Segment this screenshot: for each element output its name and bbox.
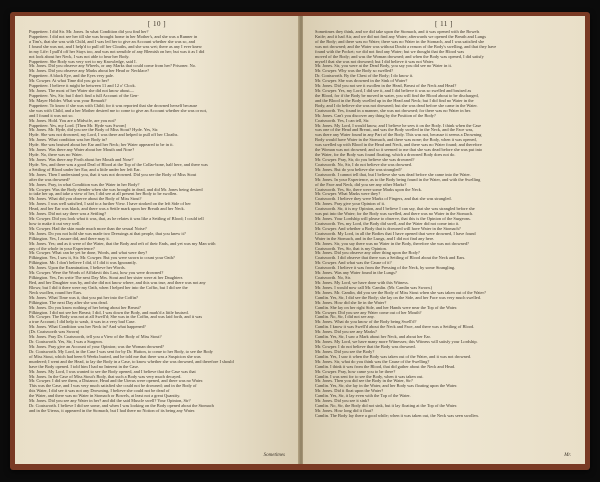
text-line: Mr. Jones. Did you observe any Wheels, or any Marks that could come from her? Prisoner. No. — [29, 64, 197, 69]
text-line: Mr. Jones. How long did it float? — [315, 408, 374, 413]
text-line: Mr. Jones. Was there any Water about her Mouth and Nose? — [29, 148, 135, 153]
text-line: Mr. Jones. Was there any Froth about her Mouth and Nose? — [29, 157, 134, 162]
text-line: Mr. Jones. Did you observe any other thing upon the Body? — [315, 251, 420, 256]
text-line: was swelled up with Blood in the Head and Neck, and there was no Water found; and therefore — [315, 143, 482, 148]
text-line: how to make it out very well. — [29, 221, 81, 226]
text-line: Pilkington. The next Day after she was dead. — [29, 300, 108, 305]
text-line: Mr. Jones. Do you not hold she was made two Dressings at that people, that you knew it? — [29, 231, 186, 236]
text-line: Mr. Jones. How did she lie in the Water? — [315, 300, 387, 305]
text-line: Coatsworth. Yes, my Lord, the Body did swell, and the Water did not come into it. — [315, 221, 460, 226]
text-line: and I found it was not so. — [29, 113, 74, 118]
text-line: of the Body; and there was no Water; there was no Water in the Stomach, and I was satisfied she — [315, 39, 485, 44]
text-line: of Miss Stout, which had been 6 Weeks buried, and he told me that there was a Suspicion she was — [29, 354, 201, 359]
text-line: Mr. Jones. Pray Dr. Coatsworth, tell you a View of the Body of Miss Stout? — [29, 335, 162, 340]
text-line: Sometimes they think, and we did take upon the Stomach, and it was opened with the Bowels — [315, 30, 480, 34]
text-line: Mr. Jones. Did you see any Marks? — [315, 330, 377, 335]
text-line: Pilkington. Yes, I assure did, and there may it. — [29, 236, 110, 241]
text-line: Mr. Jones. Mr. Camlin, did you see the Body of Miss Stout when she was taken out of the Water? — [315, 290, 486, 295]
text-line: Coatsworth. I cannot tell that, but I believe she was dead before she came into the Water. — [315, 172, 471, 177]
text-line: Coatsworth. Yes, found in a manner, she was not drowned; for there was no Water in her. — [315, 108, 472, 113]
text-line: Mr. Jones. What do you know of the Body being Swell'd? — [315, 320, 417, 325]
text-line: Mr. Cowper. Pray, Sir, do you believe she was drowned? — [315, 157, 415, 162]
text-line: Camlin. The Body lay there a good while; when it was taken out, the Neck was seen swollen. — [315, 413, 479, 418]
text-line: Hyde. No, there was no Water. — [29, 153, 83, 158]
text-line: Coatsworth. Yes, Sir, that is my Opinion. — [315, 246, 387, 251]
text-line: any of the whole in your Experience? — [29, 246, 95, 251]
right-catchword: Mr. — [564, 453, 571, 458]
text-line: Puppetteer. She Body was very wet to my Knowledge, said I. — [29, 59, 137, 64]
text-line: Dr. Coatsworth. Yes, Sir, I was a Surgeon. — [29, 340, 103, 345]
text-line: Puppetteer. To know if she was with Child; for it was reported that she drowned herself because — [29, 103, 198, 108]
text-line: Mr. Jones. Mr. Hyde, did you see the Body of Miss Stout? Hyde. Yes, Sir. — [29, 128, 159, 133]
text-line: Coatsworth. I did observe that there was a Settling of Blood about the Neck and Ears. — [315, 256, 466, 261]
text-line: Hyde. She was not drowned, my Lord, I was there and helped to pull off her Cloaths. — [29, 133, 179, 138]
text-line: This was the Case, and I was very much satisfied she could not be drowned; and in the Body of — [29, 384, 197, 389]
text-line: (Dr. Coatsworth was Sworn) — [29, 330, 80, 335]
text-line: Mr. Jones. What Time was it, that you put her into the Coffin? — [29, 295, 138, 300]
text-line: Pilkington. Yes, I'm write The next Day Mrs. Stout and her sister were at her Daughters — [29, 276, 183, 281]
text-line: the Blood, for if the Body be moved in water, you will find the Blood about to be discharged, — [315, 93, 479, 98]
text-line: Mr. Mayer Holder. What was your Remark? — [29, 98, 107, 103]
text-line: myself that she was not drowned; but I did believe it was not Water. — [315, 59, 435, 64]
text-line: Mr. Cowper. At what Time did you go to her? — [29, 79, 110, 84]
text-line: Coatsworth. Sir, it is my Opinion, and I believe I can say, that she was strangled before she — [315, 207, 475, 212]
text-line: Camlin. She lay on her right Side, and her Hands were near the Top of the Water. — [315, 305, 458, 310]
text-line: Mr. Cowper. Yes, my Lord, I did see it, and I did believe it was so swelled and bruised as — [315, 89, 472, 94]
text-line: Coatsworth. Yes, I can tell, Sir. — [315, 118, 370, 123]
text-line: Mr. Jones. Upon the Examination, I believe her Words. — [29, 266, 126, 271]
text-line: Mr. Jones. Can't you discover any thing by the Position of the Body? — [315, 113, 436, 118]
text-line: she was with Child, and a her Mother desired me to come to give an Account whether she was or not, — [29, 108, 208, 113]
text-line: Mr. Cowper. She was drowned in the Sink of Water? — [315, 79, 408, 84]
text-line: Puppetteer. A black Eye, and the Eyes very pale. — [29, 74, 114, 79]
text-line: in my Life: I pull'd off her Stays too, and was not sensible of any Blemish on her; but was it as I did — [29, 49, 205, 54]
text-line: moved of the Body; and was the Woman drowned; and when the Body was opened, I did satisfy — [315, 54, 484, 59]
text-line: Mr. Jones. Did you not see it swollen in the Head, Breast of the Neck and Head? — [315, 84, 457, 89]
text-line: Mr. Cowper. And whether a Body that is drowned will have Water in the Stomach? — [315, 226, 461, 231]
left-page-number: [ 10 ] — [147, 20, 167, 28]
text-line: Mr. Jones. My Lord, I would know, and I believe he sees it on the Body. I think when the Case — [315, 123, 482, 128]
text-line: Mr. Jones. Do you know nothing of her being about her Breast? — [29, 305, 141, 310]
text-line: Mr. Cowper. The Body was not at all Swell'd; She was in the Coffin, and was laid forth, and it was — [29, 315, 203, 320]
text-line: Neck swollen, round her Ears. — [29, 290, 83, 295]
text-line: Mr. Cowper. Why was the Body so swelled? — [315, 69, 394, 74]
text-line: Body, and I do believe she was not drowned; but she was dead before she came in the Water. — [315, 103, 478, 108]
text-line: Mr. Jones. Did you see it sink? — [315, 399, 370, 404]
text-line: Camlin. Yes, Sir, she lay in the Water, and her Body was floating upon the Water. — [315, 384, 458, 389]
text-line: Mr. Jones. Was any Water found in the Lungs? — [315, 271, 397, 276]
text-line: Mr. Jones. Then you did see the Body in the Water, Sir? — [315, 379, 413, 384]
text-line: Mr. Jones. Did you see the Body? — [315, 349, 375, 354]
text-line: Camlin. No, Sir, the Body did not sink, but it lay floating at the Top of the Water. — [315, 404, 458, 409]
text-line: Blows; but I did it there were my Oath, when I helped her into the Coffin, but I did see the — [29, 285, 188, 290]
text-line: and the Blood in the Body swelled up in the Head and Neck; but I did find no Water in the — [315, 98, 474, 103]
text-line: of the Face and Neck, did you see any other Marks? — [315, 182, 407, 187]
text-line: Head, and her Ear was black, and there was a Settle mark upon her Breath and her Neck. — [29, 207, 185, 212]
text-line: a Settling of Blood under her Ear, and a little under her left Ear. — [29, 167, 141, 172]
text-line: Mr. Cowper. Did you see any Water come out of her Mouth? — [315, 310, 422, 315]
text-line: a true Account; I did help to wash, it was in a very bad Case. — [29, 320, 136, 325]
right-page-text — [315, 30, 571, 456]
right-page — [303, 16, 585, 464]
text-line: Mr. Cowper. What can be yet be done, Words, and what were they? — [29, 251, 148, 256]
right-page-number: [ 11 ] — [435, 20, 453, 28]
text-line: Mr. Cowper. I do not believe that the Body was drowned. — [315, 345, 416, 349]
text-line: a Tim's, that she was with Child, and I was led her to give an Account whether she was so, and — [29, 39, 196, 44]
text-line: Mr. Jones. Did it float upon the Water? — [315, 389, 384, 394]
text-line: the Water, for the Body was found floating, which a drowned Body does not do. — [315, 153, 456, 158]
text-line: Coatsworth. Yes, Sir, there were some Marks upon the Neck. — [315, 187, 422, 192]
text-line: Bed, and her Daughter was by, and she did not know where, and this was true, and there was not any — [29, 281, 206, 286]
text-line: Puppetteer. Yes, Sir; but I don't find a full Account of the Gen- — [29, 93, 139, 98]
text-line: Mr. Jones. My Lord, we have many more Witnesses; this Witness will satisfy your Lordship. — [315, 340, 478, 345]
text-line: Mr. Jones. Did you observe any Marks about her Head or Necklace? — [29, 69, 150, 74]
text-line: Coatsworth. No, Sir. — [315, 276, 351, 281]
text-line: Mr. Jones. Yes; and as it were of the Water, that the Body and reft of their Ends, and yet was my Man with — [29, 241, 216, 246]
text-line: found with the Pocket; we did not find any Water; but we thought that the Blood was — [315, 49, 465, 54]
text-line: Mr. Jones. Did you see any Water in her? and did the said Muscle swell? Your Opinion, Sir? — [29, 399, 191, 404]
text-line: Camlin. I know it was Swell'd about the Neck and Face, and there was a Settling of Blood. — [315, 325, 475, 330]
text-line: Coatsworth. My Lord, in all the Bodies that I have opened that were drowned, I have found — [315, 231, 476, 236]
text-line: Mr. Jones. I would now call Mr. Camlin. (Mr. Camlin was Sworn.) — [315, 285, 433, 290]
text-line: Camlin. Yes, I saw it when the Body was taken out of the Water, and it was not drowned. — [315, 354, 472, 359]
text-line: Mr. Jones. Hold. You are a Midwife, are you not? — [29, 118, 116, 123]
text-line: Mr. Cowper. Was the Body slender when she was brought in dead, and did Mr. Jones being desired — [29, 187, 203, 192]
text-line: was one of the Head and Breast, and was the Body swelled in the Neck, and the Face was, — [315, 128, 474, 133]
text-line: Coatsworth. No, Sir, I do not believe she was drowned. — [315, 162, 413, 167]
text-line: Mr. Cowper. Did you look what it was, that, as he relates it was like a Settling of Blood; I could tell — [29, 217, 204, 222]
text-line: Pilkington. Yes, I saw it, Sir. Mr. Cowper. But you were sworn to count your Oath? — [29, 256, 175, 261]
text-line: Camlin. No, Sir, I did not see any. — [315, 315, 375, 320]
text-line: Pilkington. I did not see her Breast; I did, I was down the Body, and mark'd a little bruised. — [29, 310, 189, 315]
text-line: Mr. Jones. Did not say there was a Settling? — [29, 212, 107, 217]
text-line: Mr. Cowper. Were the Words of Affidavit this Last, how you were drowned? — [29, 271, 164, 276]
text-line: Mr. Jones. What condition was her Body in? — [29, 138, 108, 143]
text-line: Knife; and it had Air, and we did not find any Water; afterwards we opened the Breath and Lungs — [315, 34, 486, 39]
text-line: was put into the Water; for the Body was swelled, and there was no Water in the Stomach. — [315, 212, 474, 217]
left-catchword: Sometimes — [263, 453, 285, 458]
text-line: Puppetteer. I did Sir. Mr. Jones. In what Condition did you find her? — [29, 30, 149, 34]
text-line: Mr. Jones. My Lord, I was wanted to see the Body opened, and I believe that the Case was that — [29, 369, 196, 374]
text-line: Mr. Jones. But do you believe she was strangled? — [315, 167, 402, 172]
text-line: Mr. Cowper. I did see them, a Distance, Head and the Uterus were opened, and there was no Water. — [29, 379, 204, 384]
text-line: Mr. Jones. Pray, in what Condition was the Water in her Body? — [29, 182, 140, 187]
text-line: Mr. Jones. Then I understand you, that it was not drowned. Did you see the Body of Miss Stout — [29, 172, 197, 177]
text-line: was not drowned; and the Water was without Doubt a reason of the Body's swelling, and that they have — [315, 44, 497, 49]
text-line: to take her up, and take a view of her, I did see at all present her Body to be swollen. — [29, 192, 178, 197]
text-line: the Water, and there was no Water in Stomach or Bowels, at least not a great Quantity. — [29, 394, 181, 399]
text-line: not look about her Neck, I was not able to hear her Body. — [29, 54, 130, 59]
text-line: Mr. Cowper. And what was the Cause of it? — [315, 261, 392, 266]
text-line: Hyde. Yes, and there was a good Deal of Blood at the Top of the Collar-bone, half here, and there was — [29, 162, 208, 167]
open-book — [10, 12, 590, 470]
text-line: Mr. Jones. In your Experience, as to the Body being found in the Water, and with the Swelling — [315, 177, 481, 182]
text-line: Mr. Jones. Pray give your Opinion of it. — [315, 202, 386, 207]
left-page — [15, 16, 299, 464]
text-line: have the Body opened. I told him I had no Interest in the Case. — [29, 364, 140, 369]
text-line: Dr. Coatsworth. By the Chest of the Body; I do know it. — [315, 74, 414, 79]
text-line: Pilkington. Mr. I don't believe I did, if I did it was Ignorantly. — [29, 261, 137, 266]
text-line: Dr. Coatsworth. My Lord, in the Case I was sent for by Dr. Hutton, to come to her Body, to see the Body — [29, 349, 213, 354]
text-line: Mr. Jones. What did you observe about the Body of Miss Stout? — [29, 197, 142, 202]
text-line: Camlin. I was sent for to see the Body, when it was taken out. — [315, 374, 424, 379]
text-line: Mr. Cowper. Pray, how came you to be there? — [315, 369, 396, 374]
text-line: Puppetteer. I did not see her till she was brought home in her Mother's, and she was a Runner in — [29, 34, 198, 39]
text-line: Coatsworth. I believe it was from the Pressing of the Neck, by some Strangling. — [315, 266, 456, 271]
text-line: and in the Uterus, it appeared in the Stomach, but I had there no Notion of its being any Water. — [29, 408, 196, 413]
text-line: Water in the Stomach, and in the Lungs, and I did not find any here. — [315, 236, 435, 241]
text-line: this Water, I did see it was not any Drowning, I believe she could not be dead of — [29, 389, 170, 394]
text-line: Mr. Jones. Sir, you say there was no Water in the Body, therefore she was not drowned? — [315, 241, 469, 246]
text-line: Puppetteer. Yes, my Lord. [Then Mr. Hyde was Sworn] — [29, 123, 126, 128]
left-page-text — [29, 30, 287, 456]
text-line: Camlin. Yes, Sir, I saw a Mark about her Neck, and about her Ear. — [315, 335, 431, 340]
text-line: Mr. Jones. Pray give an Account of your Opinion; was the Woman drowned? — [29, 345, 164, 349]
text-line: Mr. Jones. The most of her Water she did not know about— — [29, 89, 134, 94]
text-line: Puppetteer. I believe it might be between 11 and 12 o' Clock. — [29, 84, 136, 89]
text-line: Mr. Jones. Sir, you were at the Dead Body, you say you did see no Water in it. — [315, 64, 452, 69]
text-line: murdered; I went and the Head, to lay the Body in a Case, to know whether she was drowned, and therefore I should — [29, 359, 234, 364]
text-line: the Woman was not drowned; and so it seemed to me that she was dead before she was put into — [315, 148, 483, 153]
text-line: Mr. Cowper. What Marks were they? — [315, 192, 381, 197]
text-line: Mr. Jones. My Lord, we have done with this Witness. — [315, 281, 409, 286]
text-line: I found she was not, and I help'd to pull off her Cloaths, and she was wet; there as any I ever knew — [29, 44, 202, 49]
text-line: after the was drowned? — [29, 177, 70, 182]
text-line: Mr. Jones. Your Lordship will please to observe, that this is the Opinion of the Surgeons. — [315, 217, 471, 222]
text-line: Coatsworth. I believe they were Marks of Fingers, and that she was strangled. — [315, 197, 452, 202]
text-line: Mr. Jones. In the Case of Miss Stout's Body, that such a Body was very much decayed. — [29, 374, 182, 379]
text-line: Mr. Cowper. Had the skin made much more than the sexual Noise? — [29, 226, 147, 231]
text-line: Camlin. I think it was from the Blood, that did gather about the Neck and Head. — [315, 364, 456, 369]
text-line: Mr. Jones. What Condition was her Neck in? And what happened? — [29, 325, 146, 330]
text-line: was there any Water found in any Part of the Body. This was not, because it seems a Drowning — [315, 133, 482, 138]
text-line: Camlin. Yes, Sir, it lay even with the Top of the Water. — [315, 394, 411, 399]
text-line: Mr. Jones. I was well satisfied, I said to a further View. I have stroked on the left Side of her — [29, 202, 191, 207]
text-line: Body would have Water in the Stomach, and there was none; the Body, when it was opened, — [315, 138, 477, 143]
text-line: Hyde. She was bruised about her Ear and her Neck; her Water appeared to be in it. — [29, 143, 174, 148]
text-line: Camlin. Yes, Sir, I did see the Body; she lay on the Side, and her Face was very much swelled. — [315, 295, 482, 300]
text-line: Mr. Jones. Sir, what do you think was the Cause of the Swelling? — [315, 359, 430, 364]
text-line: Dr. Coatsworth. I believe I did see some, and when I was looking on the Body opened about the Stomach — [29, 404, 214, 409]
